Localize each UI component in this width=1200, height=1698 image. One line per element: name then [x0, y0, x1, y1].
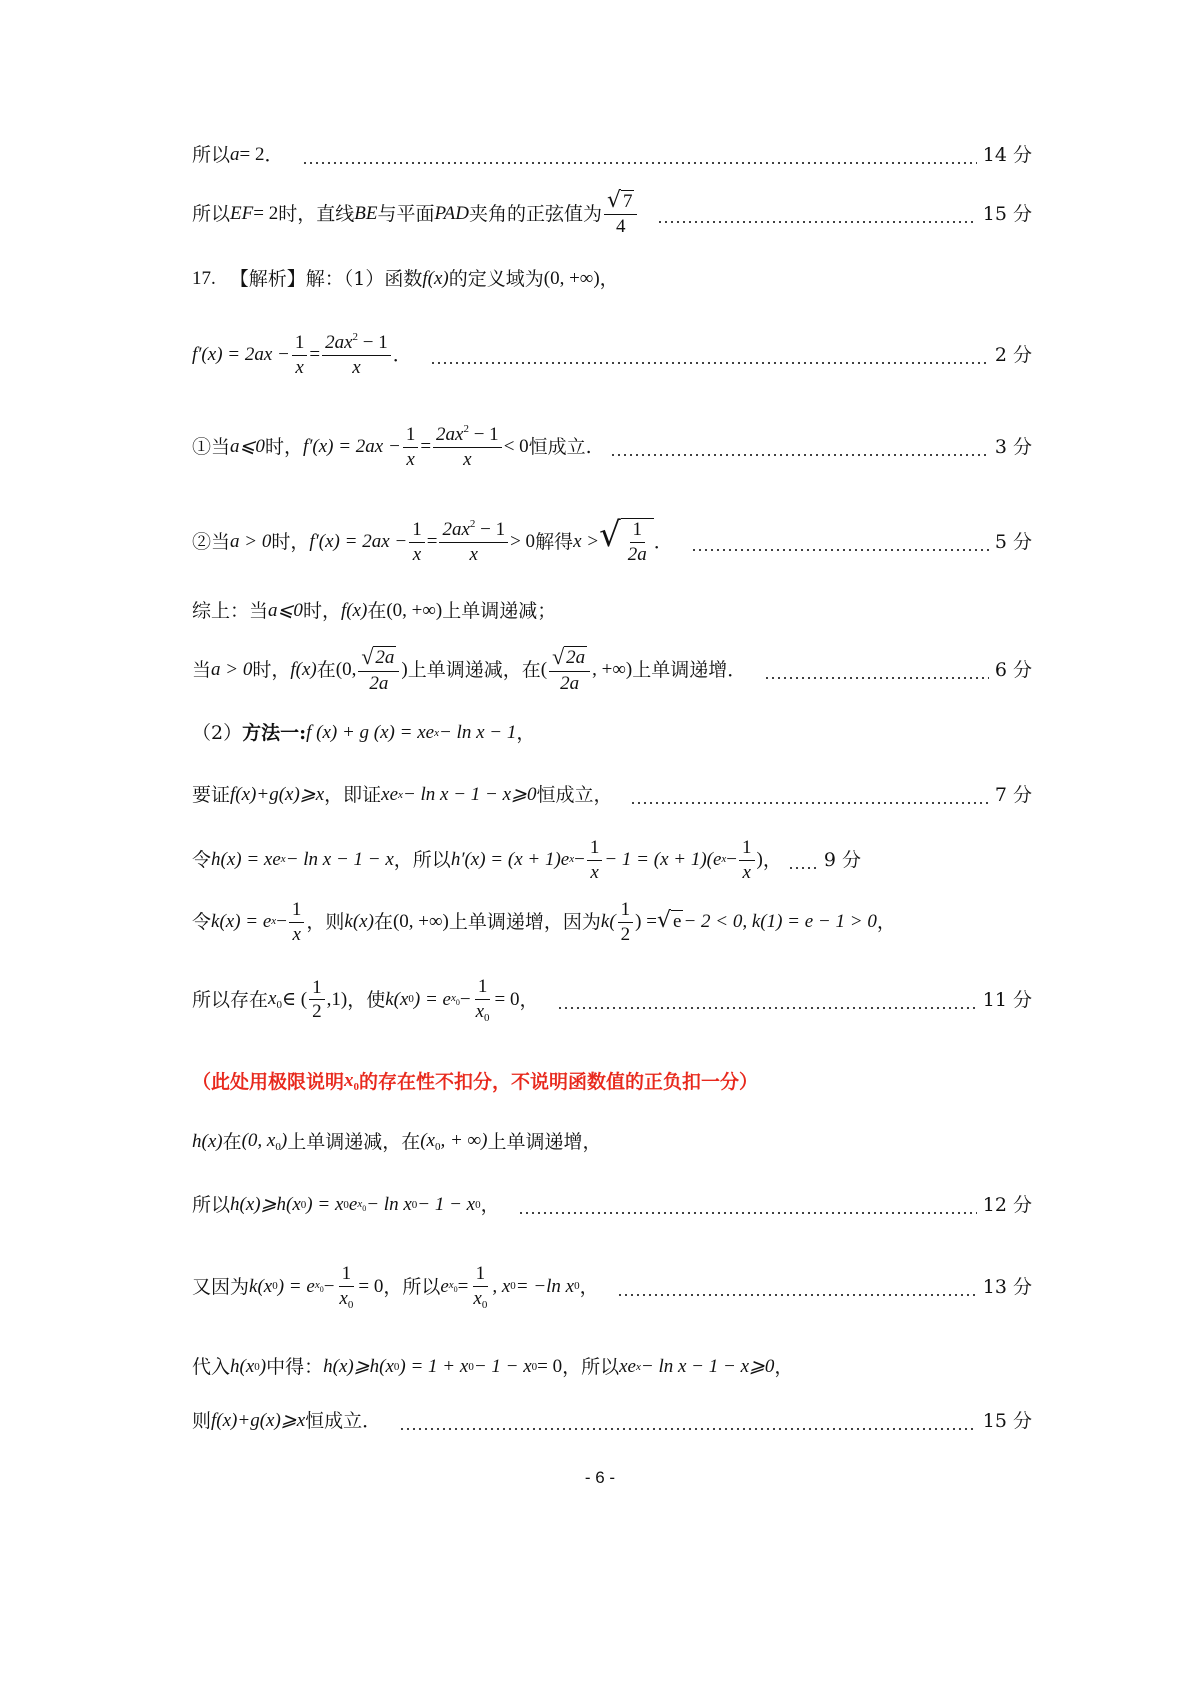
text: 所以	[192, 144, 231, 166]
fraction: $\frac{2ax^2 - 1}{x}$	[433, 423, 502, 471]
math-expr: k(x	[385, 988, 409, 1010]
math-expr: , x	[492, 1275, 511, 1297]
text: ，所以	[383, 1275, 441, 1298]
math-expr: f(x)+g(x)⩾x	[230, 784, 325, 805]
dot-leader	[691, 549, 989, 551]
text: 时，	[264, 435, 303, 458]
text: ，	[876, 910, 896, 933]
score-mark: 11 分	[982, 988, 1032, 1011]
text: （2）	[192, 722, 243, 744]
text: 与平面	[377, 202, 435, 225]
math-expr: f′(x) = 2ax −	[192, 343, 290, 365]
text: 又因为	[192, 1275, 250, 1298]
fraction: $\frac{1}{x_0}$	[339, 1262, 354, 1311]
math-expr: h(x) = xe	[211, 848, 281, 870]
text: 要证	[192, 784, 231, 806]
math-expr: k(	[600, 910, 616, 932]
solution-line	[192, 326, 1032, 384]
text: 所以	[192, 1194, 231, 1216]
solution-line: 代入 h(x 0 ) 中得： h(x)⩾h(x 0 ) = 1 + x 0 − 1 − x 0 = 0 ，所以 xe x − ln x − 1 − x⩾0 ，	[192, 1356, 794, 1378]
fraction: $\frac{1}{x_0}$	[473, 1262, 488, 1311]
text: 夹角的正弦值为	[468, 202, 602, 225]
math-expr: f′(x) = 2ax −	[302, 435, 401, 457]
math-expr: f′(x) = 2ax −	[309, 530, 408, 552]
math-expr: = 2	[253, 202, 279, 224]
math-expr: e	[440, 1275, 449, 1297]
text: 恒成立，	[536, 784, 613, 806]
text: ②当	[192, 530, 231, 553]
math-var: PAD	[434, 202, 469, 224]
dot-leader	[302, 162, 977, 164]
math-expr: =	[426, 530, 438, 552]
math-expr: ∈ (	[281, 988, 308, 1010]
solution-line: h(x) 在 (0, $x_0$) 上单调递减，在 ($x_0$, + ∞) 上单调递增，	[192, 1130, 602, 1153]
text: 上单调递减；	[442, 600, 557, 622]
text: 上单调递增．	[632, 658, 747, 681]
text: 上单调递增，因为	[448, 910, 601, 933]
text: 时，	[302, 600, 341, 622]
math-expr: − 1 − x	[473, 1356, 532, 1377]
fraction: $\frac{1}{x}$	[587, 837, 603, 884]
text: 解得	[535, 530, 574, 553]
text: ，即证	[324, 784, 382, 806]
score-mark: 2 分	[994, 343, 1032, 366]
text: 则	[192, 1410, 212, 1432]
dot-leader	[617, 1294, 977, 1296]
math-expr: 7	[622, 191, 633, 213]
math-expr: xe	[619, 1356, 636, 1377]
math-expr: = −ln x	[515, 1275, 575, 1297]
score-mark: 3 分	[994, 435, 1032, 458]
math-expr: − ln x − 1 − x⩾0	[640, 1356, 775, 1377]
math-expr: k(x) = e	[211, 910, 272, 932]
math-expr: x >	[573, 530, 600, 552]
math-var: a	[230, 144, 240, 165]
solution-line: 令 h(x) = xe x − ln x − 1 − x ，所以 h′(x) = (x + 1)e x − $\frac{1}{x}$ − 1 = (x + 1)(e x − $\frac{1}{x}$ ) ， 9 分	[192, 836, 861, 883]
dot-leader	[557, 1007, 977, 1009]
fraction: $\frac{1}{2}$	[618, 899, 634, 946]
math-expr: ) =	[635, 910, 657, 932]
math-expr: )	[401, 658, 408, 680]
text: 综上：当	[192, 600, 269, 622]
text: ．	[264, 144, 284, 166]
fraction: $\frac{1}{x}$	[409, 519, 425, 566]
solution-line: （2） 方法一: f (x) + g (x) = xe x − ln x − 1 ，	[192, 722, 536, 744]
solution-line	[192, 1410, 1032, 1433]
math-expr: 4	[615, 216, 626, 237]
text: 解：（1）函数	[305, 268, 423, 290]
math-expr: , +∞)	[592, 658, 633, 680]
text: 所以存在	[192, 988, 269, 1011]
text: 恒成立.	[528, 435, 592, 458]
text: ．	[653, 530, 673, 553]
math-var: EF	[230, 202, 254, 224]
math-expr: h(x	[230, 1356, 255, 1377]
grading-note: （此处用极限说明 $x_0$ 的存在性不扣分，不说明函数值的正负扣一分）	[192, 1070, 759, 1093]
dot-leader	[610, 454, 989, 456]
math-expr: a⩽0	[230, 435, 265, 457]
text: ，	[480, 1194, 500, 1216]
math-expr: − 1 − x	[417, 1194, 476, 1215]
score-mark: 12 分	[982, 1194, 1032, 1216]
math-expr: f(x)	[422, 268, 449, 289]
text: 恒成立．	[305, 1410, 382, 1432]
dot-leader	[630, 802, 988, 804]
math-expr: f(x)	[340, 600, 368, 621]
text: 所以	[192, 202, 231, 225]
fraction: $\frac{1}{x}$	[403, 424, 419, 471]
score-mark: 13 分	[982, 1275, 1032, 1298]
math-expr: − 2 < 0, k(1) = e − 1 > 0	[683, 910, 877, 932]
math-expr: =	[420, 435, 432, 457]
text: 令	[192, 848, 212, 871]
math-expr: (	[540, 658, 548, 680]
math-expr: > 0	[510, 530, 536, 552]
dot-leader	[657, 221, 976, 223]
score-mark: 9 分	[823, 848, 861, 871]
fraction: √ 7 4	[604, 190, 638, 238]
math-expr: (0, +∞)	[386, 600, 443, 621]
text: 在	[367, 600, 387, 622]
text: ，	[599, 268, 619, 290]
solution-line: 令 k(x) = e x − $\frac{1}{x}$ ，则 k(x) 在 (0, +∞) 上单调递增，因为 k( $\frac{1}{2}$ ) = √ e − 2 < 0, k(1) = e − 1 > 0 ，	[192, 898, 896, 945]
math-expr: =	[457, 1275, 469, 1297]
text: ，使	[347, 988, 386, 1011]
math-expr: k(x)	[344, 910, 374, 932]
score-mark: 5 分	[994, 530, 1032, 553]
solution-line: 所以 h(x)⩾h(x 0 ) = x 0 e $x_0$ − ln x 0 − 1 − x 0 ， 12 分	[192, 1194, 1032, 1216]
math-expr: (0, +∞)	[543, 268, 600, 289]
fraction: $\frac{2ax^2 - 1}{x}$	[439, 518, 508, 566]
fraction: $\frac{1}{x_0}$	[475, 975, 490, 1024]
text: ，	[762, 848, 782, 871]
square-root: √ $\frac{1}{2a}$	[599, 518, 654, 566]
math-expr: =	[309, 343, 321, 365]
method-heading: 方法一:	[242, 722, 307, 744]
math-expr: k(x	[249, 1275, 273, 1297]
math-expr: = 0	[537, 1356, 563, 1377]
square-root: √ e	[656, 908, 682, 934]
solution-line	[192, 600, 1032, 623]
text: ，	[579, 1275, 599, 1298]
text: ，所以	[393, 848, 451, 871]
math-expr: xe	[381, 784, 399, 805]
dot-leader	[430, 362, 989, 364]
math-expr: a > 0	[230, 530, 272, 552]
solution-line: 所以存在 $x_0$ ∈ ( $\frac{1}{2}$ ,1) ，使 k(x 0 ) = e $x_0$ − $\frac{1}{x_0}$ = 0 ， 11 分	[192, 975, 1032, 1024]
fraction: $\frac{1}{x}$	[289, 899, 305, 946]
score-mark: 14 分	[982, 144, 1032, 166]
dot-leader	[788, 867, 818, 869]
math-expr: − ln x − 1	[438, 722, 517, 743]
math-expr: (0,	[335, 658, 357, 680]
fraction: $\frac{2ax^2 - 1}{x}$	[322, 331, 391, 379]
solution-line: 要证 f(x)+g(x)⩾x ，即证 xe x − ln x − 1 − x⩾0 恒成立， 7 分	[192, 784, 1032, 806]
solution-line	[192, 640, 1032, 700]
text: ，	[774, 1356, 794, 1378]
math-expr: (0, +∞)	[392, 910, 449, 932]
text: 上单调递增，	[487, 1130, 602, 1153]
math-expr: = 0	[494, 988, 520, 1010]
math-expr: ) = 1 + x	[399, 1356, 469, 1377]
math-var: BE	[354, 202, 378, 224]
score-mark: 6 分	[994, 658, 1032, 681]
math-expr: ) = x	[306, 1194, 344, 1215]
math-expr: a⩽0	[268, 600, 303, 621]
text: 时，	[271, 530, 310, 553]
text: 的定义域为	[448, 268, 544, 290]
dot-leader	[399, 1428, 977, 1430]
text: 当	[192, 658, 212, 681]
text: ，	[519, 988, 539, 1011]
score-mark: 15 分	[982, 1410, 1032, 1432]
dot-leader	[518, 1212, 977, 1214]
math-expr: h(x)⩾h(x	[230, 1194, 301, 1215]
math-expr: − ln x	[366, 1194, 412, 1215]
math-expr: h(x)⩾h(x	[323, 1356, 394, 1377]
text: ，	[516, 722, 536, 744]
text: ①当	[192, 435, 231, 458]
fraction: $\frac{1}{2}$	[309, 977, 325, 1024]
math-expr: ,1)	[326, 988, 348, 1010]
math-expr: − ln x − 1 − x	[285, 848, 394, 870]
solution-line	[192, 512, 1032, 572]
text: 【解析】	[229, 268, 306, 290]
text: 时，	[252, 658, 291, 681]
text: 时，直线	[278, 202, 355, 225]
fraction: √ 2a 2a	[549, 646, 590, 695]
note-text: （此处用极限说明	[192, 1070, 345, 1093]
text: 上单调递减，在	[287, 1130, 421, 1153]
math-expr: a > 0	[211, 658, 253, 680]
math-expr: h′(x) = (x + 1)e	[450, 848, 570, 870]
score-mark: 7 分	[994, 784, 1032, 806]
solution-line: 又因为 k(x 0 ) = e $x_0$ − $\frac{1}{x_0}$ = 0 ，所以 e $x_0$ = $\frac{1}{x_0}$ , x 0 = −ln x 0 ， 13 分	[192, 1262, 1032, 1311]
fraction: $\frac{1}{x}$	[739, 837, 755, 884]
note-text: 的存在性不扣分，不说明函数值的正负扣一分）	[359, 1070, 759, 1093]
text: 在	[316, 658, 336, 681]
solution-line	[192, 268, 1032, 291]
math-expr: f(x)	[290, 658, 317, 680]
question-number: 17.	[192, 268, 216, 289]
text: ，则	[306, 910, 345, 933]
text: ．	[392, 343, 412, 366]
text: 在	[373, 910, 393, 933]
math-expr: − 1 = (x + 1)(e	[604, 848, 722, 870]
text: 中得：	[266, 1356, 324, 1378]
score-mark: 15 分	[982, 202, 1032, 225]
math-expr: f(x)+g(x)⩾x	[211, 1410, 306, 1431]
solution-line	[192, 188, 1032, 240]
text: 令	[192, 910, 212, 933]
math-expr: = 2	[239, 144, 265, 165]
math-expr: )	[756, 848, 763, 870]
text: 上单调递减，在	[407, 658, 541, 681]
text: 在	[222, 1130, 242, 1153]
fraction: √ 2a 2a	[358, 646, 399, 695]
page-number: - 6 -	[584, 1468, 616, 1487]
solution-line	[192, 418, 1032, 476]
dot-leader	[764, 677, 989, 679]
fraction: $\frac{1}{x}$	[292, 332, 308, 379]
math-expr: = 0	[358, 1275, 384, 1297]
math-expr: − ln x − 1 − x⩾0	[402, 784, 537, 805]
math-expr: f (x) + g (x) = xe	[306, 722, 435, 743]
solution-line	[192, 144, 1032, 167]
math-expr: < 0	[503, 435, 529, 457]
text: 代入	[192, 1356, 231, 1378]
text: ，所以	[562, 1356, 620, 1378]
